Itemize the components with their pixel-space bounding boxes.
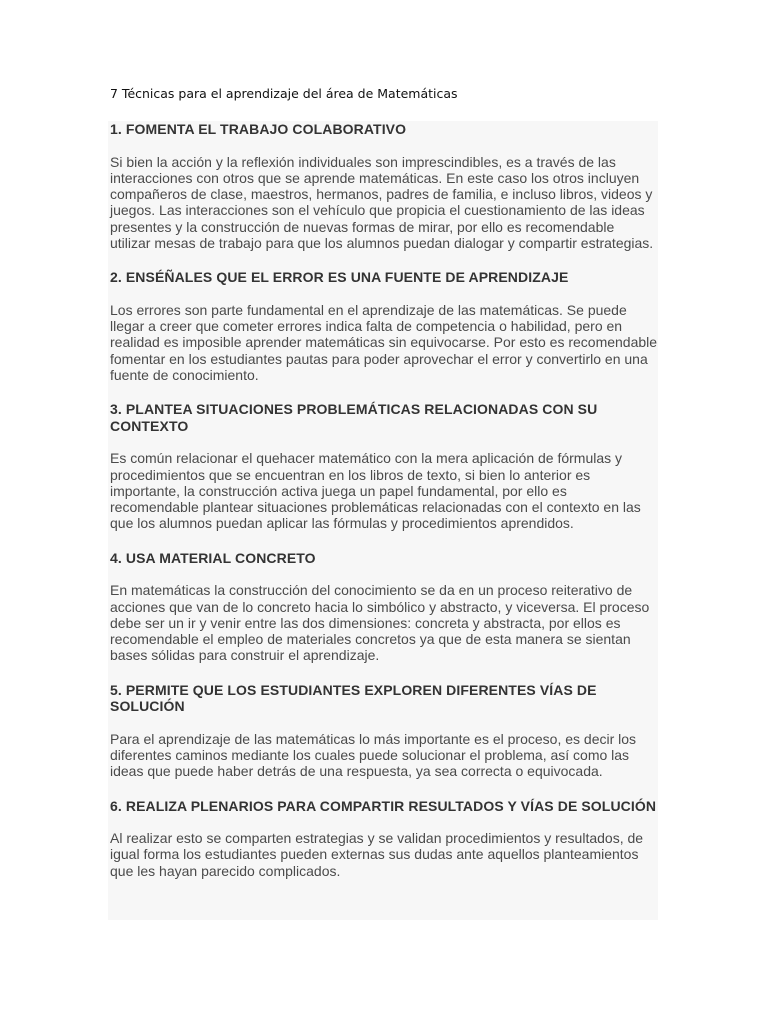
section-6 <box>110 798 658 879</box>
section-heading: 6. REALIZA PLENARIOS PARA COMPARTIR RESULTADOS Y VÍAS DE SOLUCIÓN <box>110 797 657 814</box>
section-heading: 3. PLANTEA SITUACIONES PROBLEMÁTICAS RELACIONADAS CON SU CONTEXTO <box>110 401 598 434</box>
section-3 <box>110 401 658 531</box>
section-heading: 2. ENSÉÑALES QUE EL ERROR ES UNA FUENTE DE APRENDIZAJE <box>110 269 569 286</box>
section-5 <box>110 682 658 780</box>
section-text: En matemáticas la construcción del conocimiento se da en un proceso reiterativo de acciones que van de lo concreto hacia lo simbólico y abstracto, y viceversa. El proceso debe ser un ir y venir entre las dos dimensiones: concreta y abstracta, por ellos es recomendable el empleo de materiales concretos ya que de esta manera se sientan bases sólidas para construir el aprendizaje. <box>110 582 650 664</box>
section-text: Si bien la acción y la reflexión individuales son imprescindibles, es a través de las interacciones con otros que se aprende matemáticas. En este caso los otros incluyen compañeros de clase, maestros, hermanos, padres de familia, e incluso libros, videos y juegos. Las interacciones son el vehículo que propicia el cuestionamiento de las ideas presentes y la construcción de nuevas formas de mirar, por ello es recomendable utilizar mesas de trabajo para que los alumnos puedan dialogar y compartir estrategias. <box>110 153 654 251</box>
section-text: Al realizar esto se comparten estrategias y se validan procedimientos y resultados, de igual forma los estudiantes pueden externas sus dudas ante aquellos planteamientos que les hayan parecido complicados. <box>110 830 644 879</box>
section-2 <box>110 269 658 383</box>
section-text: Es común relacionar el quehacer matemático con la mera aplicación de fórmulas y procedimientos que se encuentran en los libros de texto, si bien lo anterior es importante, la construcción activa juega un papel fundamental, por ello es recomendable plantear situaciones problemáticas relacionadas con el contexto en las que los alumnos puedan aplicar las fórmulas y procedimientos aprendidos. <box>110 450 641 532</box>
section-text: Para el aprendizaje de las matemáticas lo más importante es el proceso, es decir los diferentes caminos mediante los cuales puede solucionar el problema, así como las ideas que puede haber detrás de una respuesta, ya sea correcta o equivocada. <box>110 730 637 780</box>
section-heading: 5. PERMITE QUE LOS ESTUDIANTES EXPLOREN DIFERENTES VÍAS DE SOLUCIÓN <box>110 681 597 715</box>
section-heading: 1. FOMENTA EL TRABAJO COLABORATIVO <box>110 121 407 137</box>
section-4 <box>110 550 658 664</box>
section-text: Los errores son parte fundamental en el aprendizaje de las matemáticas. Se puede llegar a creer que cometer errores indica falta de competencia o habilidad, pero en realidad es imposible aprender matemáticas sin equivocarse. Por esto es recomendable fomentar en los estudiantes pautas para poder aprovechar el error y convertirlo en una fuente de conocimiento. <box>110 301 658 383</box>
section-1 <box>110 121 658 251</box>
section-heading: 4. USA MATERIAL CONCRETO <box>110 549 316 566</box>
article-body <box>108 121 658 920</box>
document-title: 7 Técnicas para el aprendizaje del área de Matemáticas <box>110 86 458 101</box>
